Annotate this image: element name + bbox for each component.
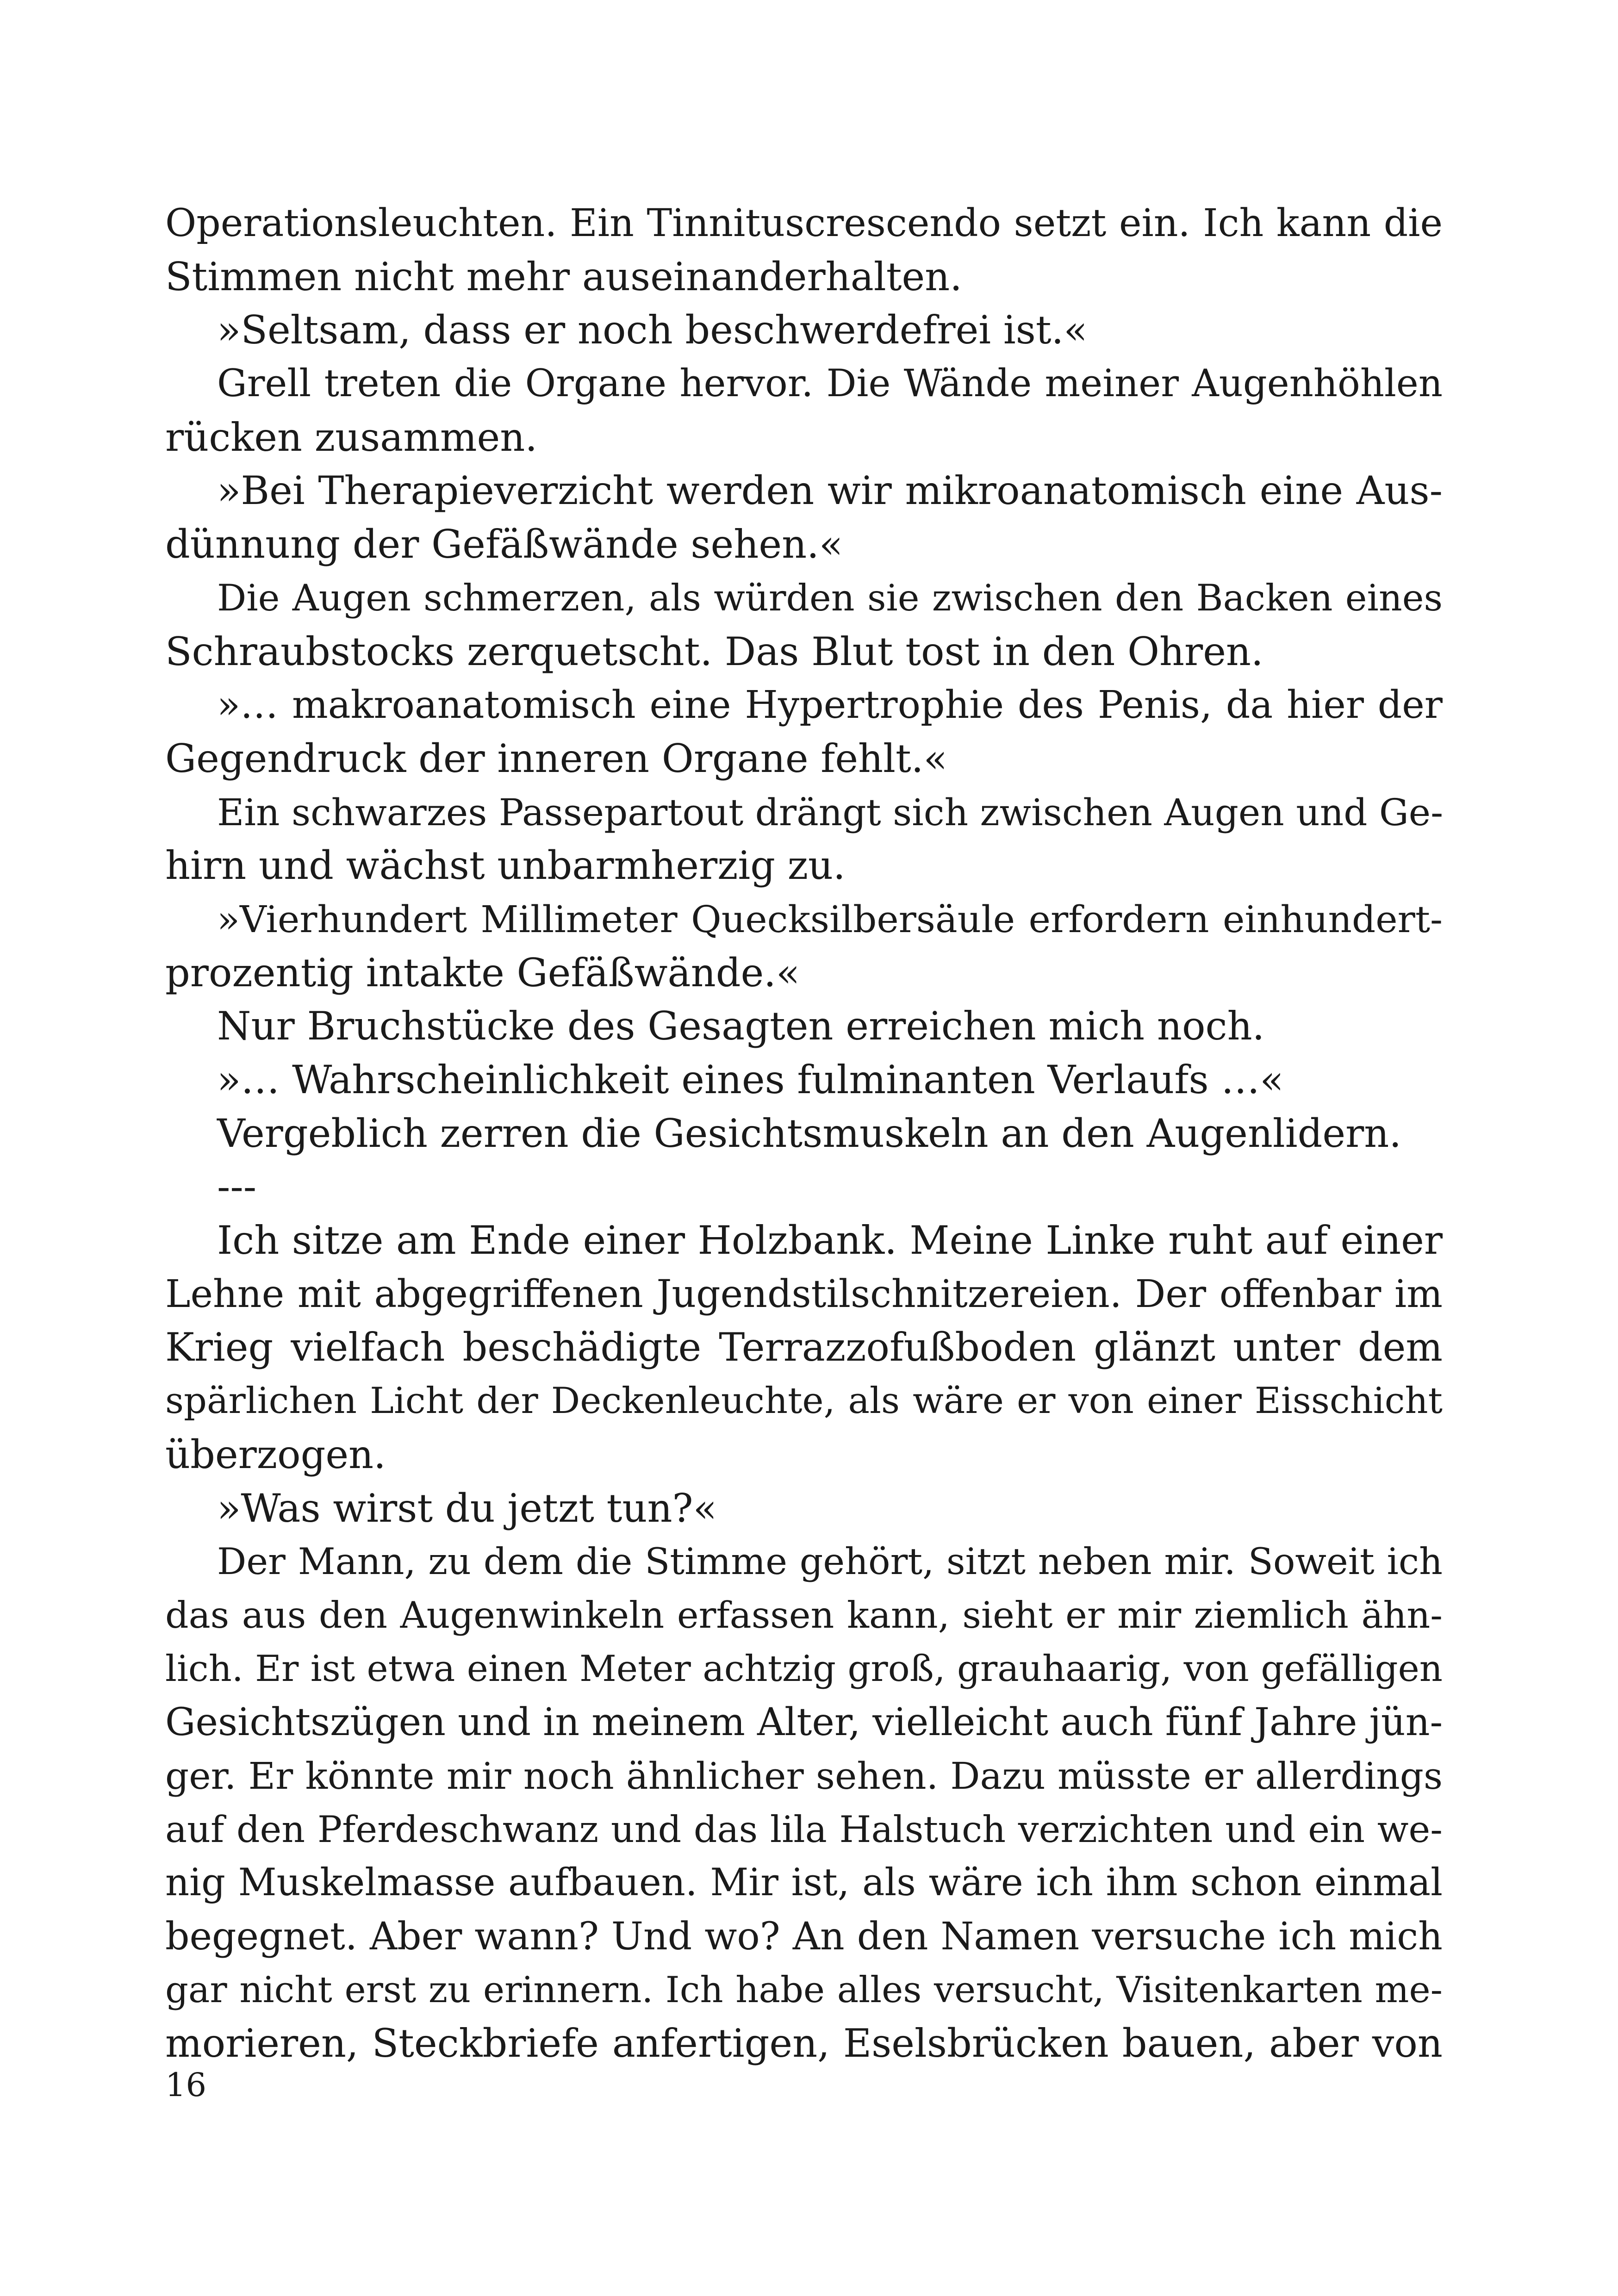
text-line: »Seltsam, dass er noch beschwerdefrei ist.« <box>217 307 1088 353</box>
text-line: Ein schwarzes Passepartout drängt sich zwischen Augen und Ge- <box>217 790 1444 834</box>
text-line: ger. Er könnte mir noch ähnlicher sehen. Dazu müsste er allerdings <box>165 1754 1443 1798</box>
text-line: überzogen. <box>165 1431 386 1477</box>
text-line: --- <box>217 1164 257 1210</box>
text-line: Schraubstocks zerquetscht. Das Blut tost in den Ohren. <box>165 628 1263 674</box>
text-line: Operationsleuchten. Ein Tinnituscrescendo setzt ein. Ich kann die <box>165 201 1443 245</box>
text-line: Lehne mit abgegriffenen Jugendstilschnitzereien. Der offenbar im <box>165 1272 1443 1316</box>
text-line: spärlichen Licht der Deckenleuchte, als wäre er von einer Eisschicht <box>165 1380 1443 1422</box>
text-line: lich. Er ist etwa einen Meter achtzig groß, grauhaarig, von gefälligen <box>165 1648 1443 1690</box>
text-line: Nur Bruchstücke des Gesagten erreichen mich noch. <box>217 1003 1265 1049</box>
text-line: »Bei Therapieverzicht werden wir mikroanatomisch eine Aus- <box>217 468 1443 514</box>
text-line: »… makroanatomisch eine Hypertrophie des Penis, da hier der <box>217 683 1443 728</box>
text-line: »Was wirst du jetzt tun?« <box>217 1485 717 1531</box>
text-line: gar nicht erst zu erinnern. Ich habe alles versucht, Visitenkarten me- <box>165 1969 1443 2011</box>
body-text <box>165 197 1443 2071</box>
text-line: auf den Pferdeschwanz und das lila Halstuch verzichten und ein we- <box>165 1808 1443 1851</box>
text-line: Stimmen nicht mehr auseinanderhalten. <box>165 254 962 299</box>
text-line: Ich sitze am Ende einer Holzbank. Meine Linke ruht auf einer <box>217 1218 1443 1263</box>
text-line: begegnet. Aber wann? Und wo? An den Namen versuche ich mich <box>165 1915 1443 1959</box>
text-line: »Vierhundert Millimeter Quecksilbersäule erfordern einhundert- <box>217 897 1443 941</box>
text-line: rücken zusammen. <box>165 414 538 460</box>
text-line: Krieg vielfach beschädigte Terrazzofußboden glänzt unter dem <box>165 1325 1443 1370</box>
text-line: nig Muskelmasse aufbauen. Mir ist, als wäre ich ihm schon einmal <box>165 1861 1443 1905</box>
text-line: prozentig intakte Gefäßwände.« <box>165 950 800 996</box>
page-number: 16 <box>165 2066 207 2104</box>
text-line: das aus den Augenwinkeln erfassen kann, sieht er mir ziemlich ähn- <box>165 1593 1443 1636</box>
text-line: morieren, Steckbriefe anfertigen, Eselsbrücken bauen, aber von <box>165 2021 1443 2066</box>
text-line: Gegendruck der inneren Organe fehlt.« <box>165 735 947 781</box>
text-line: Der Mann, zu dem die Stimme gehört, sitzt neben mir. Soweit ich <box>217 1540 1443 1583</box>
text-line: hirn und wächst unbarmherzig zu. <box>165 843 846 889</box>
text-line: »… Wahrscheinlichkeit eines fulminanten Verlaufs …« <box>217 1057 1284 1102</box>
text-line: dünnung der Gefäßwände sehen.« <box>165 522 843 567</box>
text-line: Die Augen schmerzen, als würden sie zwischen den Backen eines <box>217 576 1443 619</box>
text-line: Grell treten die Organe hervor. Die Wände meiner Augenhöhlen <box>217 362 1443 406</box>
text-line: Vergeblich zerren die Gesichtsmuskeln an den Augenlidern. <box>217 1110 1402 1156</box>
text-line: Gesichtszügen und in meinem Alter, vielleicht auch fünf Jahre jün- <box>165 1700 1443 1745</box>
